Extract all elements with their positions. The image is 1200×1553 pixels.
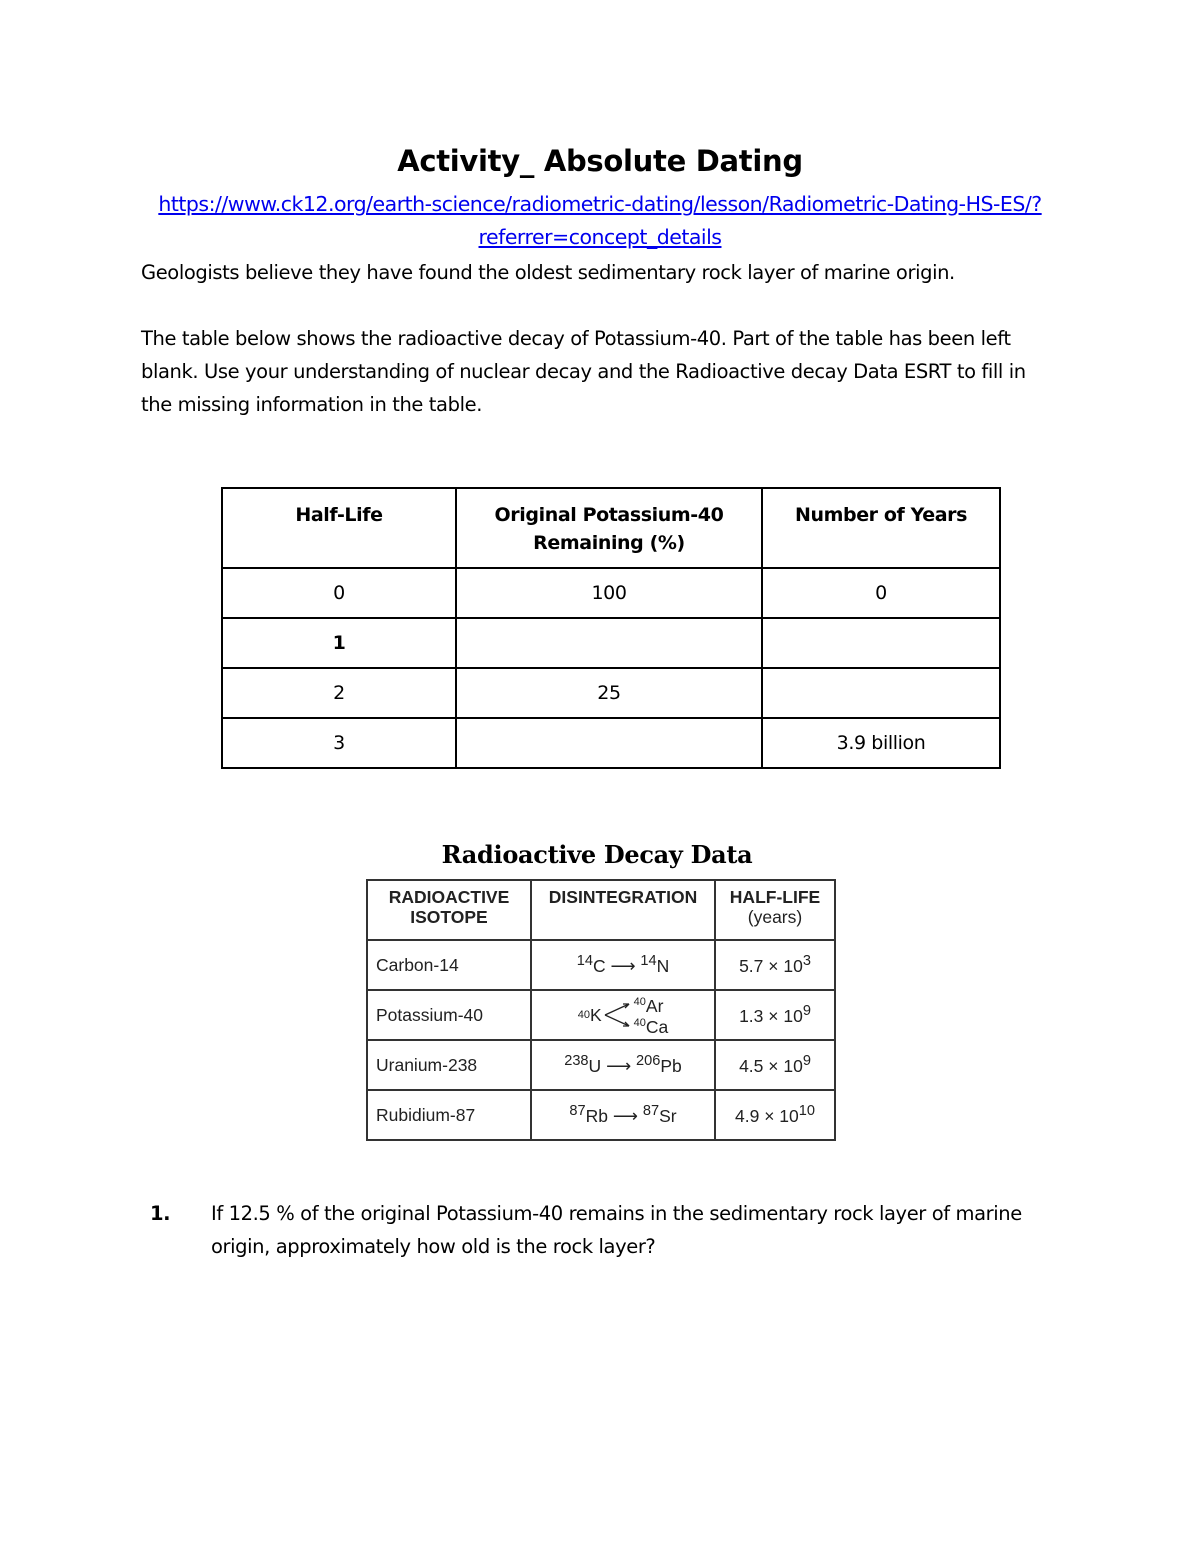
element-symbol: Pb: [660, 1055, 682, 1076]
disintegration: [531, 1040, 715, 1090]
mass-number: 40: [633, 1017, 646, 1029]
table-row: [367, 940, 835, 990]
decay-data-header-row: [367, 880, 835, 940]
element-symbol: Ar: [645, 996, 664, 1016]
mass-number: 40: [577, 1009, 590, 1021]
half-life-value: [715, 1090, 835, 1140]
decay-data-table: [366, 879, 836, 1141]
element-symbol: N: [656, 955, 670, 976]
header-half-life: [715, 880, 835, 940]
exponent: 10: [798, 1103, 815, 1120]
cell-remaining-blank[interactable]: [456, 718, 762, 768]
header-isotope-line-2: ISOTOPE: [410, 907, 488, 927]
cell-half-life: 0: [222, 568, 456, 618]
header-number-of-years: Number of Years: [762, 488, 1000, 568]
question-line: origin, approximately how old is the rock layer?: [211, 1235, 656, 1258]
cell-years-blank[interactable]: [762, 668, 1000, 718]
coefficient: 4.5 × 10: [739, 1055, 803, 1076]
table-row: [222, 668, 1000, 718]
disintegration: [531, 990, 715, 1040]
header-half-life: Half-Life: [222, 488, 456, 568]
isotope-name: Carbon-14: [367, 940, 531, 990]
exponent: 3: [802, 953, 811, 970]
half-life-table-header-row: [222, 488, 1000, 568]
arrow-right-icon: ⟶: [606, 1055, 632, 1076]
header-original-remaining: [456, 488, 762, 568]
disintegration: [531, 940, 715, 990]
half-life-value: [715, 990, 835, 1040]
mass-number: 40: [633, 996, 646, 1009]
arrow-right-icon: ⟶: [610, 955, 636, 976]
disintegration: [531, 1090, 715, 1140]
element-symbol: Rb: [585, 1105, 609, 1126]
isotope-name: Potassium-40: [367, 990, 531, 1040]
header-half-life-line-2: (years): [747, 907, 803, 927]
cell-years: 0: [762, 568, 1000, 618]
cell-remaining: 25: [456, 668, 762, 718]
header-disintegration: DISINTEGRATION: [531, 880, 715, 940]
element-symbol: U: [588, 1055, 602, 1076]
mass-number: 87: [569, 1103, 586, 1120]
mass-number: 87: [642, 1103, 660, 1120]
coefficient: 1.3 × 10: [739, 1005, 803, 1026]
instructions-line: blank. Use your understanding of nuclear decay and the Radioactive decay Data ESRT to fill in: [141, 360, 1026, 383]
instructions-paragraph: [141, 322, 1071, 421]
element-symbol: Sr: [659, 1105, 677, 1126]
element-symbol: C: [592, 955, 606, 976]
cell-half-life: 2: [222, 668, 456, 718]
page-title: Activity_ Absolute Dating: [397, 144, 803, 178]
table-row: [367, 1040, 835, 1090]
header-isotope: [367, 880, 531, 940]
mass-number: 206: [636, 1053, 661, 1070]
mass-number: 14: [640, 953, 657, 970]
table-row: [367, 1090, 835, 1140]
isotope-name: Uranium-238: [367, 1040, 531, 1090]
header-remaining-line: Remaining (%): [533, 532, 685, 554]
mass-number: 238: [564, 1053, 589, 1070]
table-row: [222, 718, 1000, 768]
coefficient: 4.9 × 10: [735, 1105, 799, 1126]
mass-number: 14: [576, 953, 593, 970]
cell-years: 3.9 billion: [762, 718, 1000, 768]
half-life-value: [715, 1040, 835, 1090]
header-half-life-line-1: HALF-LIFE: [729, 887, 821, 907]
question-line: If 12.5 % of the original Potassium-40 remains in the sedimentary rock layer of marine: [211, 1202, 1022, 1225]
half-life-value: [715, 940, 835, 990]
element-symbol: K: [589, 1004, 602, 1025]
source-link-line-1[interactable]: https://www.ck12.org/earth-science/radiometric-dating/lesson/Radiometric-Dating-HS-ES/?: [158, 192, 1042, 216]
intro-paragraph: Geologists believe they have found the oldest sedimentary rock layer of marine origin.: [141, 261, 955, 284]
header-isotope-line-1: RADIOACTIVE: [388, 887, 510, 907]
question-number: 1.: [150, 1202, 171, 1225]
table-row: [222, 568, 1000, 618]
table-row: [367, 990, 835, 1040]
exponent: 9: [802, 1053, 811, 1070]
cell-half-life: 1: [222, 618, 456, 668]
cell-half-life: 3: [222, 718, 456, 768]
cell-remaining: 100: [456, 568, 762, 618]
decay-data-title: Radioactive Decay Data: [441, 840, 753, 869]
element-symbol: Ca: [645, 1016, 669, 1037]
isotope-name: Rubidium-87: [367, 1090, 531, 1140]
question-text: [211, 1197, 1051, 1263]
cell-remaining-blank[interactable]: [456, 618, 762, 668]
instructions-line: the missing information in the table.: [141, 393, 482, 416]
coefficient: 5.7 × 10: [739, 955, 803, 976]
branching-arrow-icon: [603, 998, 633, 1032]
instructions-line: The table below shows the radioactive decay of Potassium-40. Part of the table has been left: [141, 327, 1011, 350]
header-original-line: Original Potassium-40: [494, 504, 724, 526]
half-life-table: [221, 487, 1001, 769]
cell-years-blank[interactable]: [762, 618, 1000, 668]
table-row: [222, 618, 1000, 668]
arrow-right-icon: ⟶: [612, 1105, 638, 1126]
source-link-line-2[interactable]: referrer=concept_details: [478, 225, 722, 249]
exponent: 9: [802, 1003, 811, 1020]
